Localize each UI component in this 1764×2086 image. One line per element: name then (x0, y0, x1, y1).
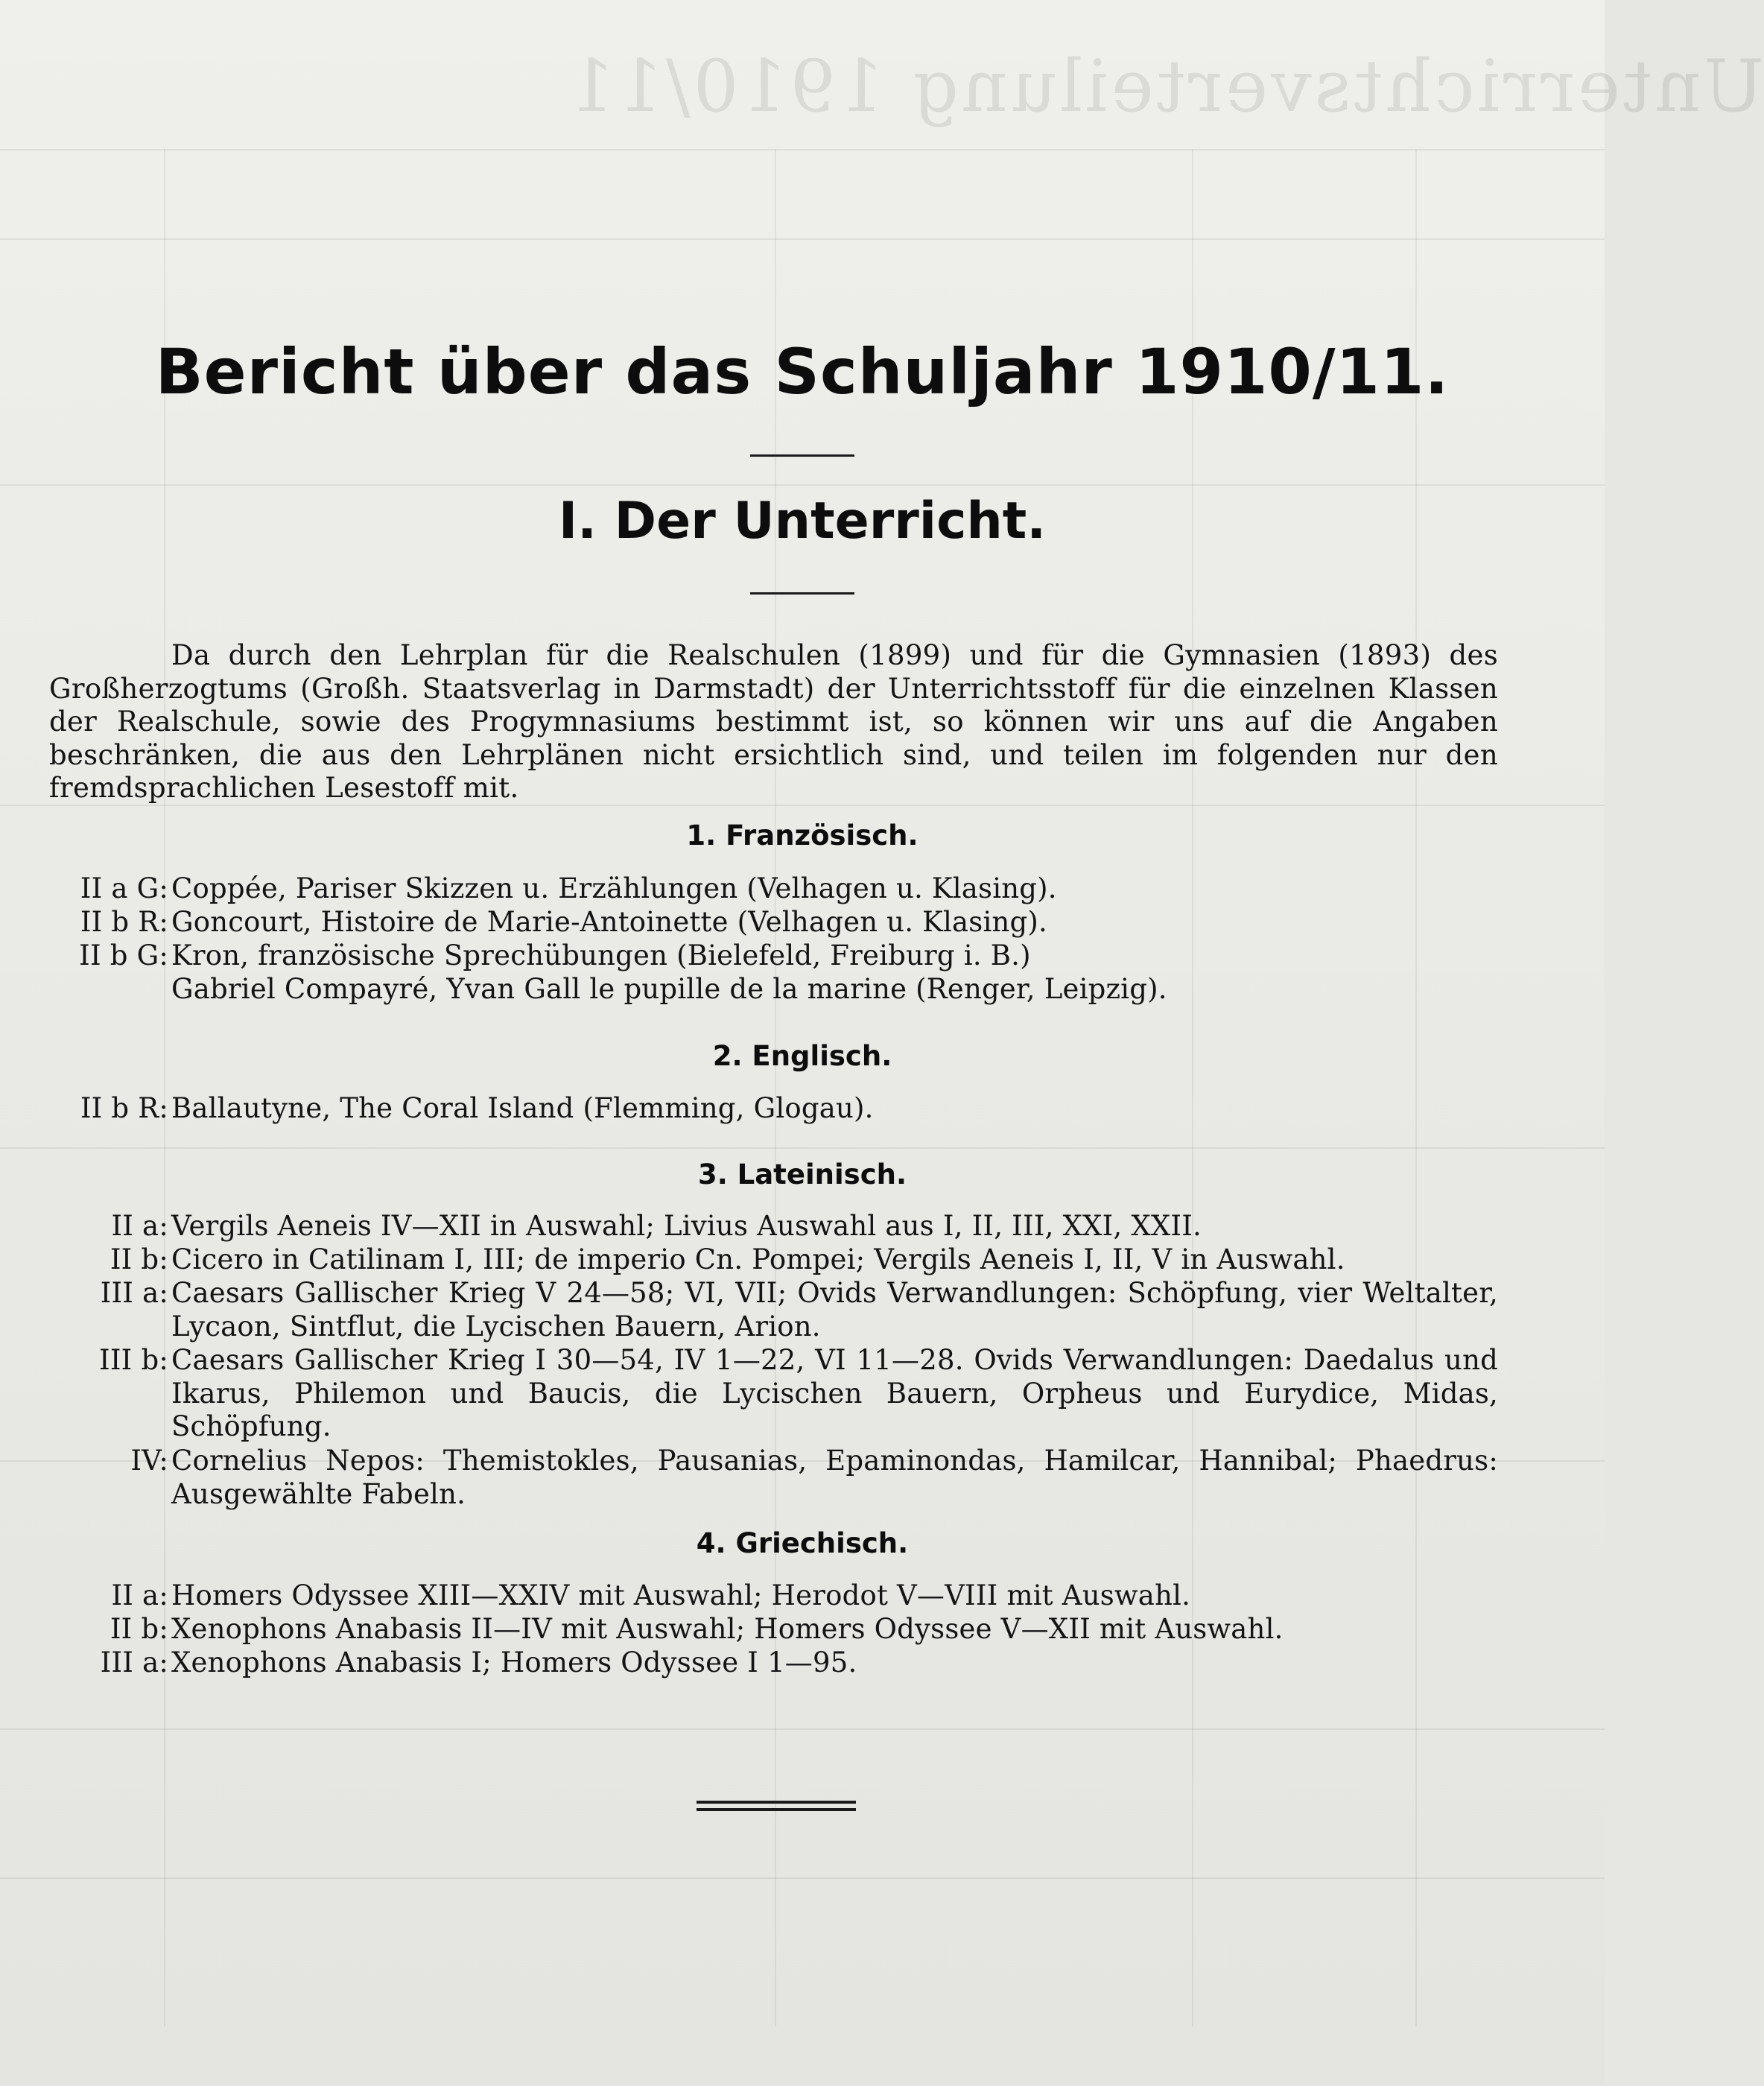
reading-entry (49, 1646, 1498, 1680)
class-label: II a: (111, 1579, 168, 1611)
reading-text: Xenophons Anabasis I; Homers Odyssee I 1—95. (171, 1646, 857, 1678)
closing-double-rule (697, 1801, 856, 1811)
report-title: Bericht über das Schuljahr 1910/11. (155, 335, 1450, 408)
class-label: II a: (111, 1210, 168, 1242)
reading-entry (49, 1613, 1498, 1646)
reading-text: Homers Odyssee XIII—XXIV mit Auswahl; Herodot V—VIII mit Auswahl. (171, 1579, 1191, 1611)
reading-text: Caesars Gallischer Krieg I 30—54, IV 1—22, VI 11—28. Ovids Verwandlungen: Daedalus und Ikarus, Philemon und Baucis, die Lycischen Bauern, Orpheus und Eurydice, Midas, Schöpfung. (171, 1344, 1498, 1442)
reading-entry (49, 973, 1498, 1006)
reading-entry (49, 1243, 1498, 1277)
section-rule (750, 592, 854, 595)
subject-heading-french: 1. Französisch. (686, 820, 919, 852)
class-label: IV: (130, 1445, 168, 1477)
class-label: II b: (110, 1243, 168, 1275)
reading-text: Cornelius Nepos: Themistokles, Pausanias, Epaminondas, Hamilcar, Hannibal; Phaedrus: Ausgewählte Fabeln. (171, 1445, 1498, 1510)
reading-text: Gabriel Compayré, Yvan Gall le pupille de la marine (Renger, Leipzig). (171, 973, 1167, 1005)
reading-entry (49, 1579, 1498, 1613)
reading-entry (49, 872, 1498, 906)
class-label: II b R: (80, 906, 168, 938)
reading-entry (49, 1277, 1498, 1343)
subject-heading-latin: 3. Lateinisch. (697, 1158, 907, 1191)
reading-text: Kron, französische Sprechübungen (Bielefeld, Freiburg i. B.) (171, 939, 1031, 971)
class-label: III b: (99, 1344, 168, 1376)
class-label: III a: (100, 1646, 168, 1678)
reading-entry (49, 1344, 1498, 1444)
reading-entry (49, 906, 1498, 939)
reading-text: Coppée, Pariser Skizzen u. Erzählungen (Velhagen u. Klasing). (171, 872, 1057, 904)
title-rule (750, 454, 854, 457)
intro-text: Da durch den Lehrplan für die Realschulen (1899) und für die Gymnasien (1893) des Großherzogtums (Großh. Staatsverlag in Darmstadt) der Unterrichtsstoff für die einzelnen Klassen der Realschule, sowie des Progymnasiums bestimmt ist, so können wir uns auf die Angaben beschränken, die aus den Lehrplänen nicht ersichtlich sind, und teilen im folgenden nur den fremdsprachlichen Lesestoff mit. (49, 639, 1498, 804)
bleed-through-text: Unterrichtsverteilung 1910/11 (566, 45, 1764, 128)
subject-heading-english: 2. Englisch. (712, 1040, 892, 1072)
reading-text: Cicero in Catilinam I, III; de imperio Cn. Pompei; Vergils Aeneis I, II, V in Auswahl. (171, 1243, 1345, 1275)
reading-text: Goncourt, Histoire de Marie-Antoinette (Velhagen u. Klasing). (171, 906, 1048, 938)
reading-text: Xenophons Anabasis II—IV mit Auswahl; Homers Odyssee V—XII mit Auswahl. (171, 1613, 1284, 1645)
reading-text: Ballautyne, The Coral Island (Flemming, Glogau). (171, 1092, 874, 1124)
reading-entry (49, 939, 1498, 973)
section-heading: I. Der Unterricht. (558, 492, 1047, 551)
reading-entry (49, 1092, 1498, 1126)
class-label: II b: (110, 1613, 168, 1645)
intro-paragraph (49, 639, 1498, 805)
reading-entry (49, 1445, 1498, 1511)
class-label: II b R: (80, 1092, 168, 1124)
reading-text: Caesars Gallischer Krieg V 24—58; VI, VII; Ovids Verwandlungen: Schöpfung, vier Weltalter, Lycaon, Sintflut, die Lycischen Bauern, Arion. (171, 1277, 1498, 1342)
class-label: II b G: (79, 939, 168, 971)
reading-text: Vergils Aeneis IV—XII in Auswahl; Livius Auswahl aus I, II, III, XXI, XXII. (171, 1210, 1202, 1242)
class-label: III a: (100, 1277, 168, 1309)
subject-heading-greek: 4. Griechisch. (696, 1527, 909, 1559)
reading-entry (49, 1210, 1498, 1243)
class-label: II a G: (80, 872, 168, 904)
